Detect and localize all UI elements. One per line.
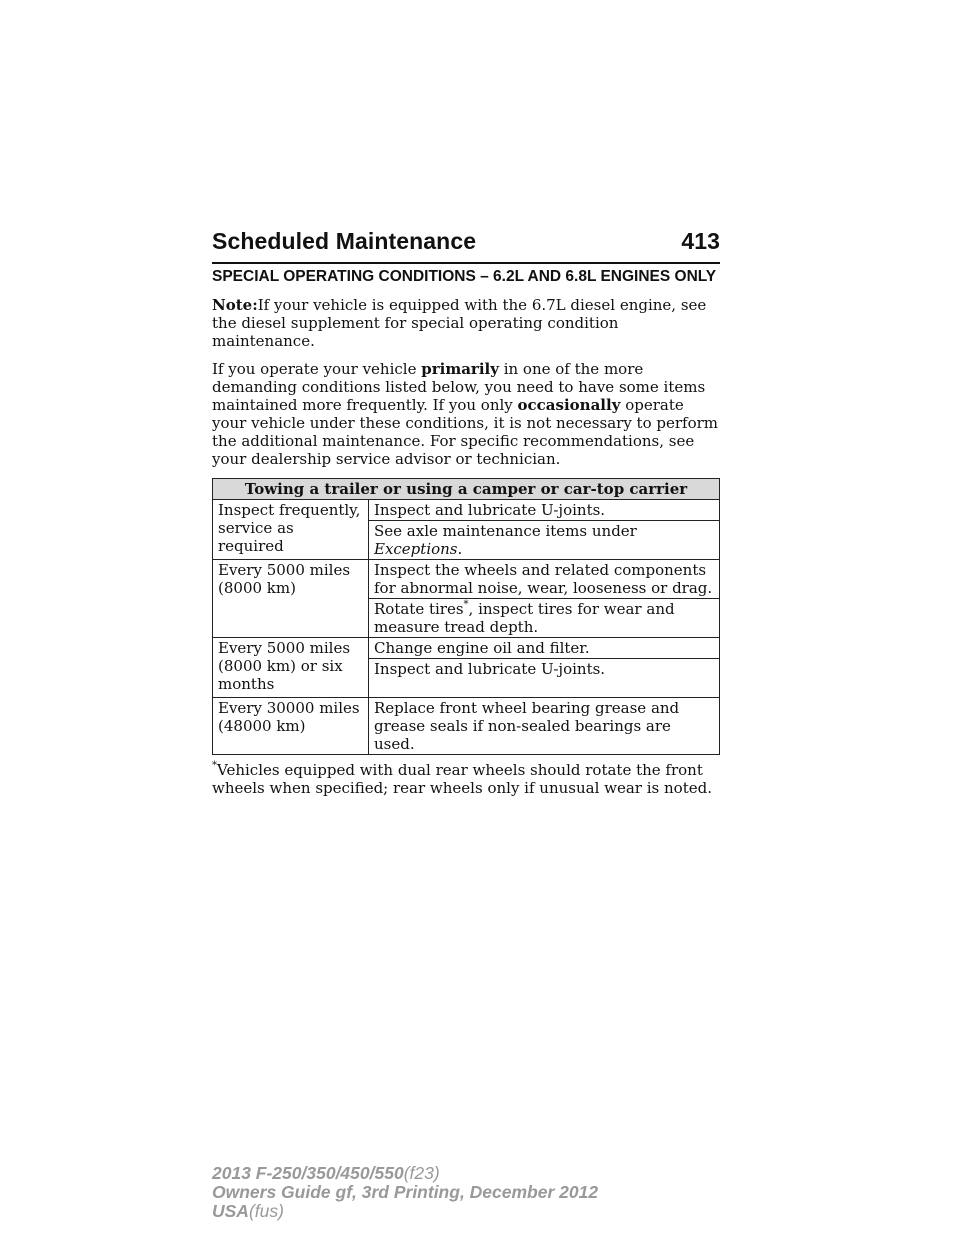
item-text-suffix: , inspect tires for wear and measure tread depth.	[374, 600, 675, 636]
intro-paragraph	[212, 360, 722, 468]
footer-code: (f23)	[403, 1163, 440, 1183]
item-cell: Replace front wheel bearing grease and grease seals if non-sealed bearings are used.	[369, 698, 720, 755]
note-label: Note:	[212, 296, 258, 314]
item-text: Rotate tires	[374, 600, 464, 618]
item-italic-ref: Exceptions	[374, 540, 458, 558]
footer-market: USA	[212, 1201, 249, 1221]
table-row	[213, 560, 720, 599]
footer-line-1	[212, 1164, 598, 1183]
footnote-mark: *	[463, 599, 469, 610]
table-row	[213, 638, 720, 659]
table-row	[213, 500, 720, 521]
footnote-text: Vehicles equipped with dual rear wheels should rotate the front wheels when specified; rear wheels only if unusual wear is noted.	[212, 761, 712, 797]
interval-cell: Every 5000 miles (8000 km)	[213, 560, 369, 638]
item-cell: Change engine oil and filter.	[369, 638, 720, 659]
intro-text-3: operate your vehicle under these conditions, it is not necessary to perform the additional maintenance. For specific recommendations, see your dealership service advisor or technician.	[212, 396, 719, 468]
intro-text-2: in one of the more demanding conditions listed below, you need to have some items maintained more frequently. If you only	[212, 360, 706, 414]
table-header-row	[213, 479, 720, 500]
footer-model: 2013 F-250/350/450/550	[212, 1163, 404, 1183]
item-cell	[369, 521, 720, 560]
page-number: 413	[681, 228, 720, 254]
note-text: If your vehicle is equipped with the 6.7L diesel engine, see the diesel supplement for special operating condition maintenance.	[212, 296, 707, 350]
footer-line-3	[212, 1202, 598, 1221]
footnote	[212, 761, 722, 797]
interval-cell: Every 5000 miles (8000 km) or six months	[213, 638, 369, 698]
page-content	[212, 268, 722, 812]
item-text-suffix: .	[457, 540, 463, 558]
section-title: SPECIAL OPERATING CONDITIONS – 6.2L AND 6.8L ENGINES ONLY	[212, 268, 717, 285]
maintenance-table	[212, 478, 720, 755]
page-footer	[212, 1164, 598, 1221]
header-divider	[212, 262, 720, 264]
interval-cell: Every 30000 miles (48000 km)	[213, 698, 369, 755]
item-cell: Inspect and lubricate U-joints.	[369, 500, 720, 521]
intro-bold-occasionally: occasionally	[517, 396, 621, 414]
item-cell: Inspect the wheels and related components for abnormal noise, wear, looseness or drag.	[369, 560, 720, 599]
footer-market-code: (fus)	[248, 1201, 284, 1221]
footer-line-2: Owners Guide gf, 3rd Printing, December 2012	[212, 1182, 599, 1202]
footnote-mark: *	[212, 760, 217, 771]
item-cell: Inspect and lubricate U-joints.	[369, 659, 720, 698]
chapter-title: Scheduled Maintenance	[212, 228, 477, 254]
intro-bold-primarily: primarily	[421, 360, 499, 378]
page-header	[212, 228, 720, 255]
table-header: Towing a trailer or using a camper or car-top carrier	[213, 479, 720, 500]
intro-text-1: If you operate your vehicle	[212, 360, 422, 378]
table-row	[213, 698, 720, 755]
interval-cell: Inspect frequently, service as required	[213, 500, 369, 560]
item-cell	[369, 599, 720, 638]
note-paragraph	[212, 296, 722, 350]
item-text: See axle maintenance items under	[374, 522, 637, 540]
